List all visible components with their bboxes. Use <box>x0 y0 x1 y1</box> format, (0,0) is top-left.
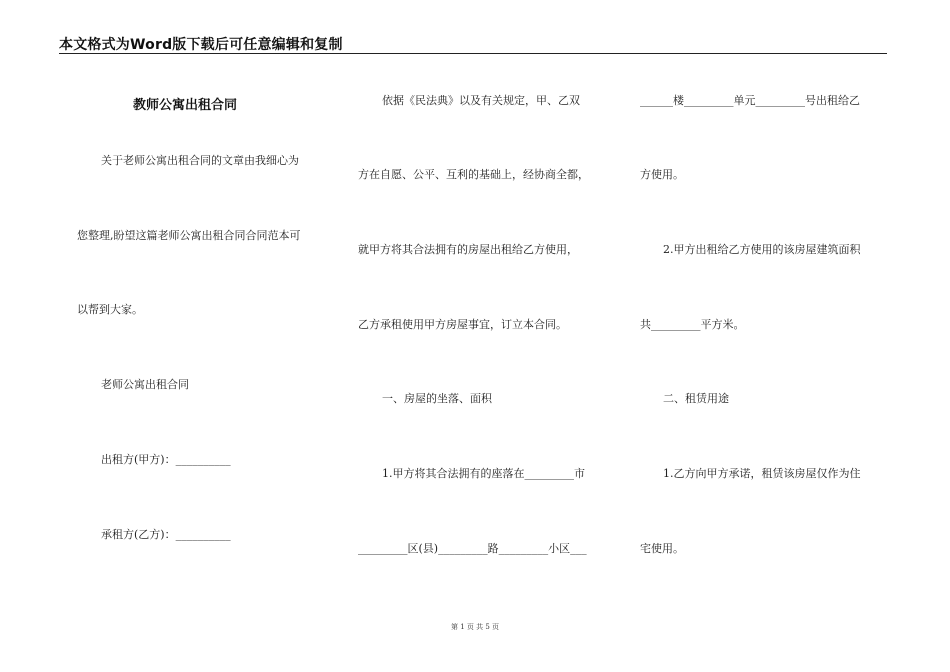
col2-line-6: 1.甲方将其合法拥有的座落在_________市 <box>382 467 585 480</box>
col1-line-4: 老师公寓出租合同 <box>101 378 189 391</box>
col3-line-4: 共_________平方米。 <box>640 318 745 331</box>
header-divider <box>59 53 887 54</box>
col2-line-3: 就甲方将其合法拥有的房屋出租给乙方使用， <box>358 243 578 256</box>
col2-line-4: 乙方承租使用甲方房屋事宜，订立本合同。 <box>358 318 567 331</box>
col3-line-7: 宅使用。 <box>640 542 684 555</box>
col1-line-2: 您整理,盼望这篇老师公寓出租合同合同范本可 <box>77 229 301 242</box>
col1-line-6: 承租方(乙方)：__________ <box>101 528 231 541</box>
col1-line-3: 以帮到大家。 <box>77 303 143 316</box>
col1-line-1: 关于老师公寓出租合同的文章由我细心为 <box>101 154 299 167</box>
col1-line-5: 出租方(甲方)：__________ <box>101 453 231 466</box>
col2-line-2: 方在自愿、公平、互利的基础上，经协商全都， <box>358 168 589 181</box>
col2-line-1: 依据《民法典》以及有关规定，甲、乙双 <box>382 94 580 107</box>
col3-line-2: 方使用。 <box>640 168 684 181</box>
col3-line-6: 1.乙方向甲方承诺，租赁该房屋仅作为住 <box>663 467 861 480</box>
col2-line-5: 一、房屋的坐落、面积 <box>382 392 492 405</box>
page-number-footer: 第 1 页 共 5 页 <box>450 623 500 631</box>
col3-line-3: 2.甲方出租给乙方使用的该房屋建筑面积 <box>663 243 861 256</box>
document-title: 教师公寓出租合同 <box>133 98 238 113</box>
col3-line-5: 二、租赁用途 <box>663 392 729 405</box>
col3-line-1: ______楼_________单元_________号出租给乙 <box>640 94 860 107</box>
col2-line-7: _________区(县)_________路_________小区___ <box>358 542 587 555</box>
document-header: 本文格式为Word版下载后可任意编辑和复制 <box>59 37 343 53</box>
